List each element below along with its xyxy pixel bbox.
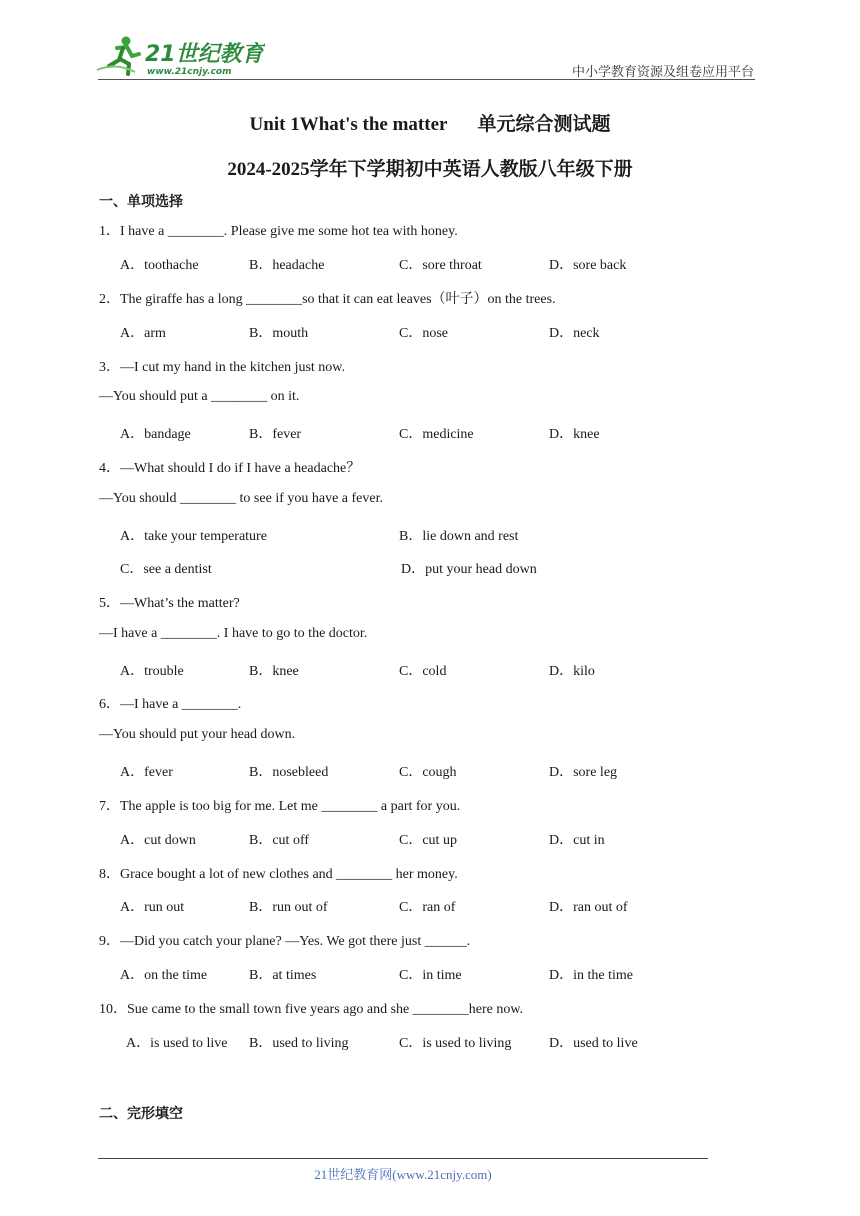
page-title (0, 109, 860, 136)
q5-option-b: B．knee (249, 664, 299, 679)
question-7: 7．The apple is too big for me. Let me ________ a part for you. (99, 799, 461, 814)
q9-option-a: A．on the time (120, 968, 208, 983)
running-person-icon (97, 37, 139, 75)
logo (95, 34, 265, 78)
q2-option-c: C．nose (399, 326, 448, 341)
q10-option-a: A．is used to live (126, 1036, 228, 1051)
q9-option-c: C．in time (399, 968, 462, 983)
q1-option-c: C．sore throat (399, 258, 482, 273)
q1-option-d: D．sore back (549, 258, 627, 273)
section-heading-2: 二、完形填空 (99, 1106, 183, 1122)
question-2: 2．The giraffe has a long ________so that it can eat leaves（叶子）on the trees. (99, 292, 556, 307)
header-divider (98, 79, 755, 80)
question-3-line-2: —You should put a ________ on it. (99, 389, 300, 404)
q5-option-c: C．cold (399, 664, 447, 679)
question-4-line-2: —You should ________ to see if you have a fever. (99, 491, 383, 506)
q3-option-a: A．bandage (120, 427, 191, 442)
q4-option-c: C．see a dentist (120, 562, 212, 577)
footer-text: 21世纪教育网(www.21cnjy.com) (314, 1167, 492, 1182)
q10-option-b: B．used to living (249, 1036, 349, 1051)
question-4: 4．—What should I do if I have a headache？ (99, 461, 361, 476)
q2-option-b: B．mouth (249, 326, 309, 341)
question-5: 5．—What’s the matter? (99, 596, 240, 611)
q6-option-a: A．fever (120, 765, 173, 780)
q3-option-c: C．medicine (399, 427, 474, 442)
question-8: 8．Grace bought a lot of new clothes and ________ her money. (99, 867, 458, 882)
q1-option-b: B．headache (249, 258, 325, 273)
q7-option-c: C．cut up (399, 833, 457, 848)
q2-option-a: A．arm (120, 326, 166, 341)
q3-option-b: B．fever (249, 427, 302, 442)
q10-option-c: C．is used to living (399, 1036, 512, 1051)
question-6: 6．—I have a ________. (99, 697, 242, 712)
q2-option-d: D．neck (549, 326, 600, 341)
question-1: 1．I have a ________. Please give me some hot tea with honey. (99, 224, 458, 239)
logo-url: www.21cnjy.com (147, 67, 232, 77)
question-3: 3．—I cut my hand in the kitchen just now. (99, 360, 345, 375)
q1-option-a: A．toothache (120, 258, 199, 273)
footer-divider (98, 1158, 708, 1159)
q6-option-b: B．nosebleed (249, 765, 329, 780)
q5-option-d: D．kilo (549, 664, 595, 679)
q4-option-a: A．take your temperature (120, 529, 267, 544)
q6-option-d: D．sore leg (549, 765, 618, 780)
page-subtitle: 2024-2025学年下学期初中英语人教版八年级下册 (227, 159, 633, 180)
header-platform-text: 中小学教育资源及组卷应用平台 (571, 65, 754, 80)
q7-option-d: D．cut in (549, 833, 605, 848)
q10-option-d: D．used to live (549, 1036, 638, 1051)
q8-option-d: D．ran out of (549, 900, 628, 915)
q4-option-b: B．lie down and rest (399, 529, 519, 544)
question-9: 9．—Did you catch your plane? —Yes. We got there just ______. (99, 934, 471, 949)
q9-option-d: D．in the time (549, 968, 633, 983)
q8-option-b: B．run out of (249, 900, 328, 915)
q9-option-b: B．at times (249, 968, 317, 983)
question-5-line-2: —I have a ________. I have to go to the doctor. (99, 626, 368, 641)
question-6-line-2: —You should put your head down. (99, 727, 296, 742)
title-english: Unit 1What's the matter (249, 114, 448, 135)
q3-option-d: D．knee (549, 427, 600, 442)
q5-option-a: A．trouble (120, 664, 184, 679)
q7-option-b: B．cut off (249, 833, 310, 848)
q4-option-d: D．put your head down (401, 562, 537, 577)
q7-option-a: A．cut down (120, 833, 196, 848)
question-10: 10．Sue came to the small town five years ago and she ________here now. (99, 1002, 524, 1017)
section-heading-1: 一、单项选择 (99, 194, 183, 210)
q8-option-a: A．run out (120, 900, 185, 915)
title-chinese: 单元综合测试题 (477, 113, 611, 135)
logo-text: 21世纪教育 (145, 42, 264, 67)
q8-option-c: C．ran of (399, 900, 456, 915)
q6-option-c: C．cough (399, 765, 457, 780)
